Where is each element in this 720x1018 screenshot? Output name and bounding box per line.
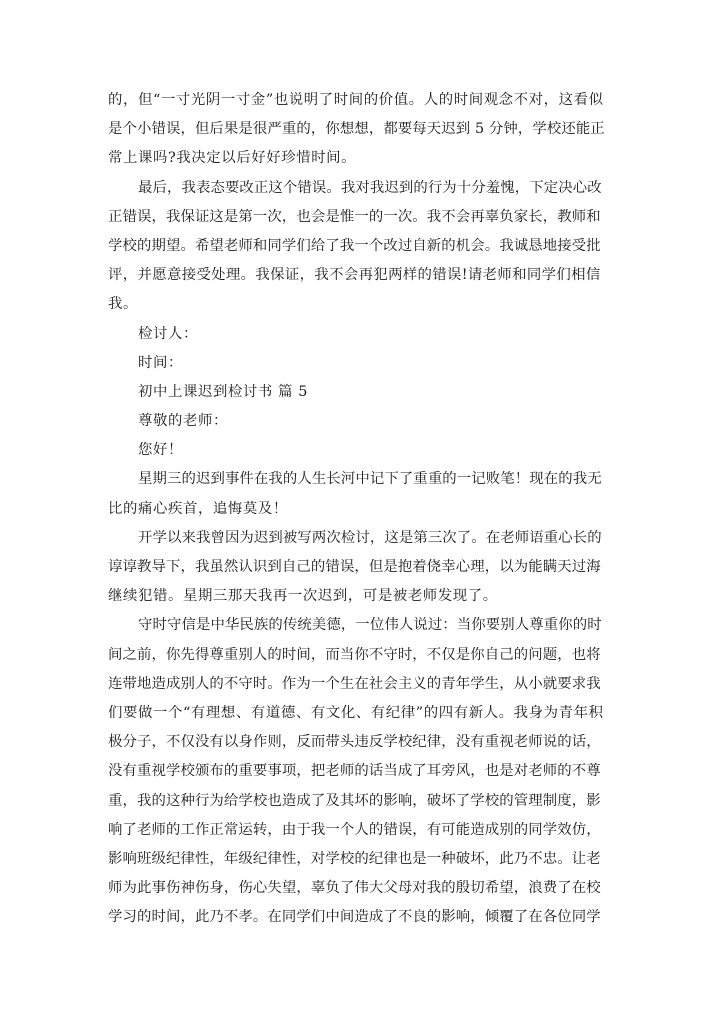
text-line: 没有重视学校颁布的重要事项，把老师的话当成了耳旁风，也是对老师的不尊	[108, 763, 601, 780]
text-line: 响了老师的工作正常运转，由于我一个人的错误，有可能造成别的同学效仿，	[108, 821, 601, 838]
text-line: 检讨人：	[138, 325, 198, 342]
text-line: 常上课吗?我决定以后好好珍惜时间。	[108, 150, 357, 167]
text-line: 是个小错误，但后果是很严重的，你想想，都要每天迟到 5 分钟，学校还能正	[108, 121, 605, 138]
text-line: 学习的时间，此乃不孝。在同学们中间造成了不良的影响，倾覆了在各位同学	[108, 909, 601, 926]
text-line: 我。	[108, 296, 138, 313]
text-line: 间之前，你先得尊重别人的时间，而当你不守时，不仅是你自己的问题，也将	[108, 646, 601, 663]
text-line: 星期三的迟到事件在我的人生长河中记下了重重的一记败笔！现在的我无	[138, 471, 602, 488]
text-line: 师为此事伤神伤身，伤心失望，辜负了伟大父母对我的殷切希望，浪费了在校	[108, 880, 601, 897]
text-line: 开学以来我曾因为迟到被写两次检讨，这是第三次了。在老师语重心长的	[138, 529, 602, 546]
text-line: 影响班级纪律性，年级纪律性，对学校的纪律也是一种破坏，此乃不忠。让老	[108, 850, 601, 867]
text-line: 学校的期望。希望老师和同学们给了我一个改过自新的机会。我诚恳地接受批	[108, 237, 601, 254]
text-line: 评，并愿意接受处理。我保证，我不会再犯两样的错误!请老师和同学们相信	[108, 267, 601, 284]
text-line: 谆谆教导下，我虽然认识到自己的错误，但是抱着侥幸心理，以为能瞒天过海	[108, 559, 601, 575]
text-line: 继续犯错。星期三那天我再一次迟到，可是被老师发现了。	[108, 588, 498, 605]
text-line: 连带地造成别人的不守时。作为一个生在社会主义的青年学生，从小就要求我	[108, 675, 601, 692]
text-line: 正错误，我保证这是第一次，也会是惟一的一次。我不会再辜负家长，教师和	[108, 208, 601, 225]
text-line: 的，但“一寸光阴一寸金”也说明了时间的价值。人的时间观念不对，这看似	[108, 92, 604, 108]
text-line: 们要做一个“有理想、有道德、有文化、有纪律”的四有新人。我身为青年积	[108, 704, 604, 721]
text-line: 重，我的这种行为给学校也造成了及其坏的影响，破坏了学校的管理制度，影	[108, 792, 601, 809]
text-line: 初中上课迟到检讨书 篇 5	[138, 383, 309, 400]
text-line: 最后，我表态要改正这个错误。我对我迟到的行为十分羞愧，下定决心改	[138, 179, 602, 196]
text-line: 比的痛心疾首，追悔莫及！	[108, 500, 288, 517]
text-line: 守时守信是中华民族的传统美德，一位伟人说过：当你要别人尊重你的时	[138, 617, 602, 634]
text-line: 尊敬的老师：	[138, 413, 228, 430]
text-line: 您好！	[138, 442, 183, 459]
text-line: 极分子，不仅没有以身作则，反而带头违反学校纪律，没有重视老师说的话，	[108, 734, 601, 751]
text-line: 时间：	[138, 354, 183, 371]
document-page	[108, 86, 606, 932]
